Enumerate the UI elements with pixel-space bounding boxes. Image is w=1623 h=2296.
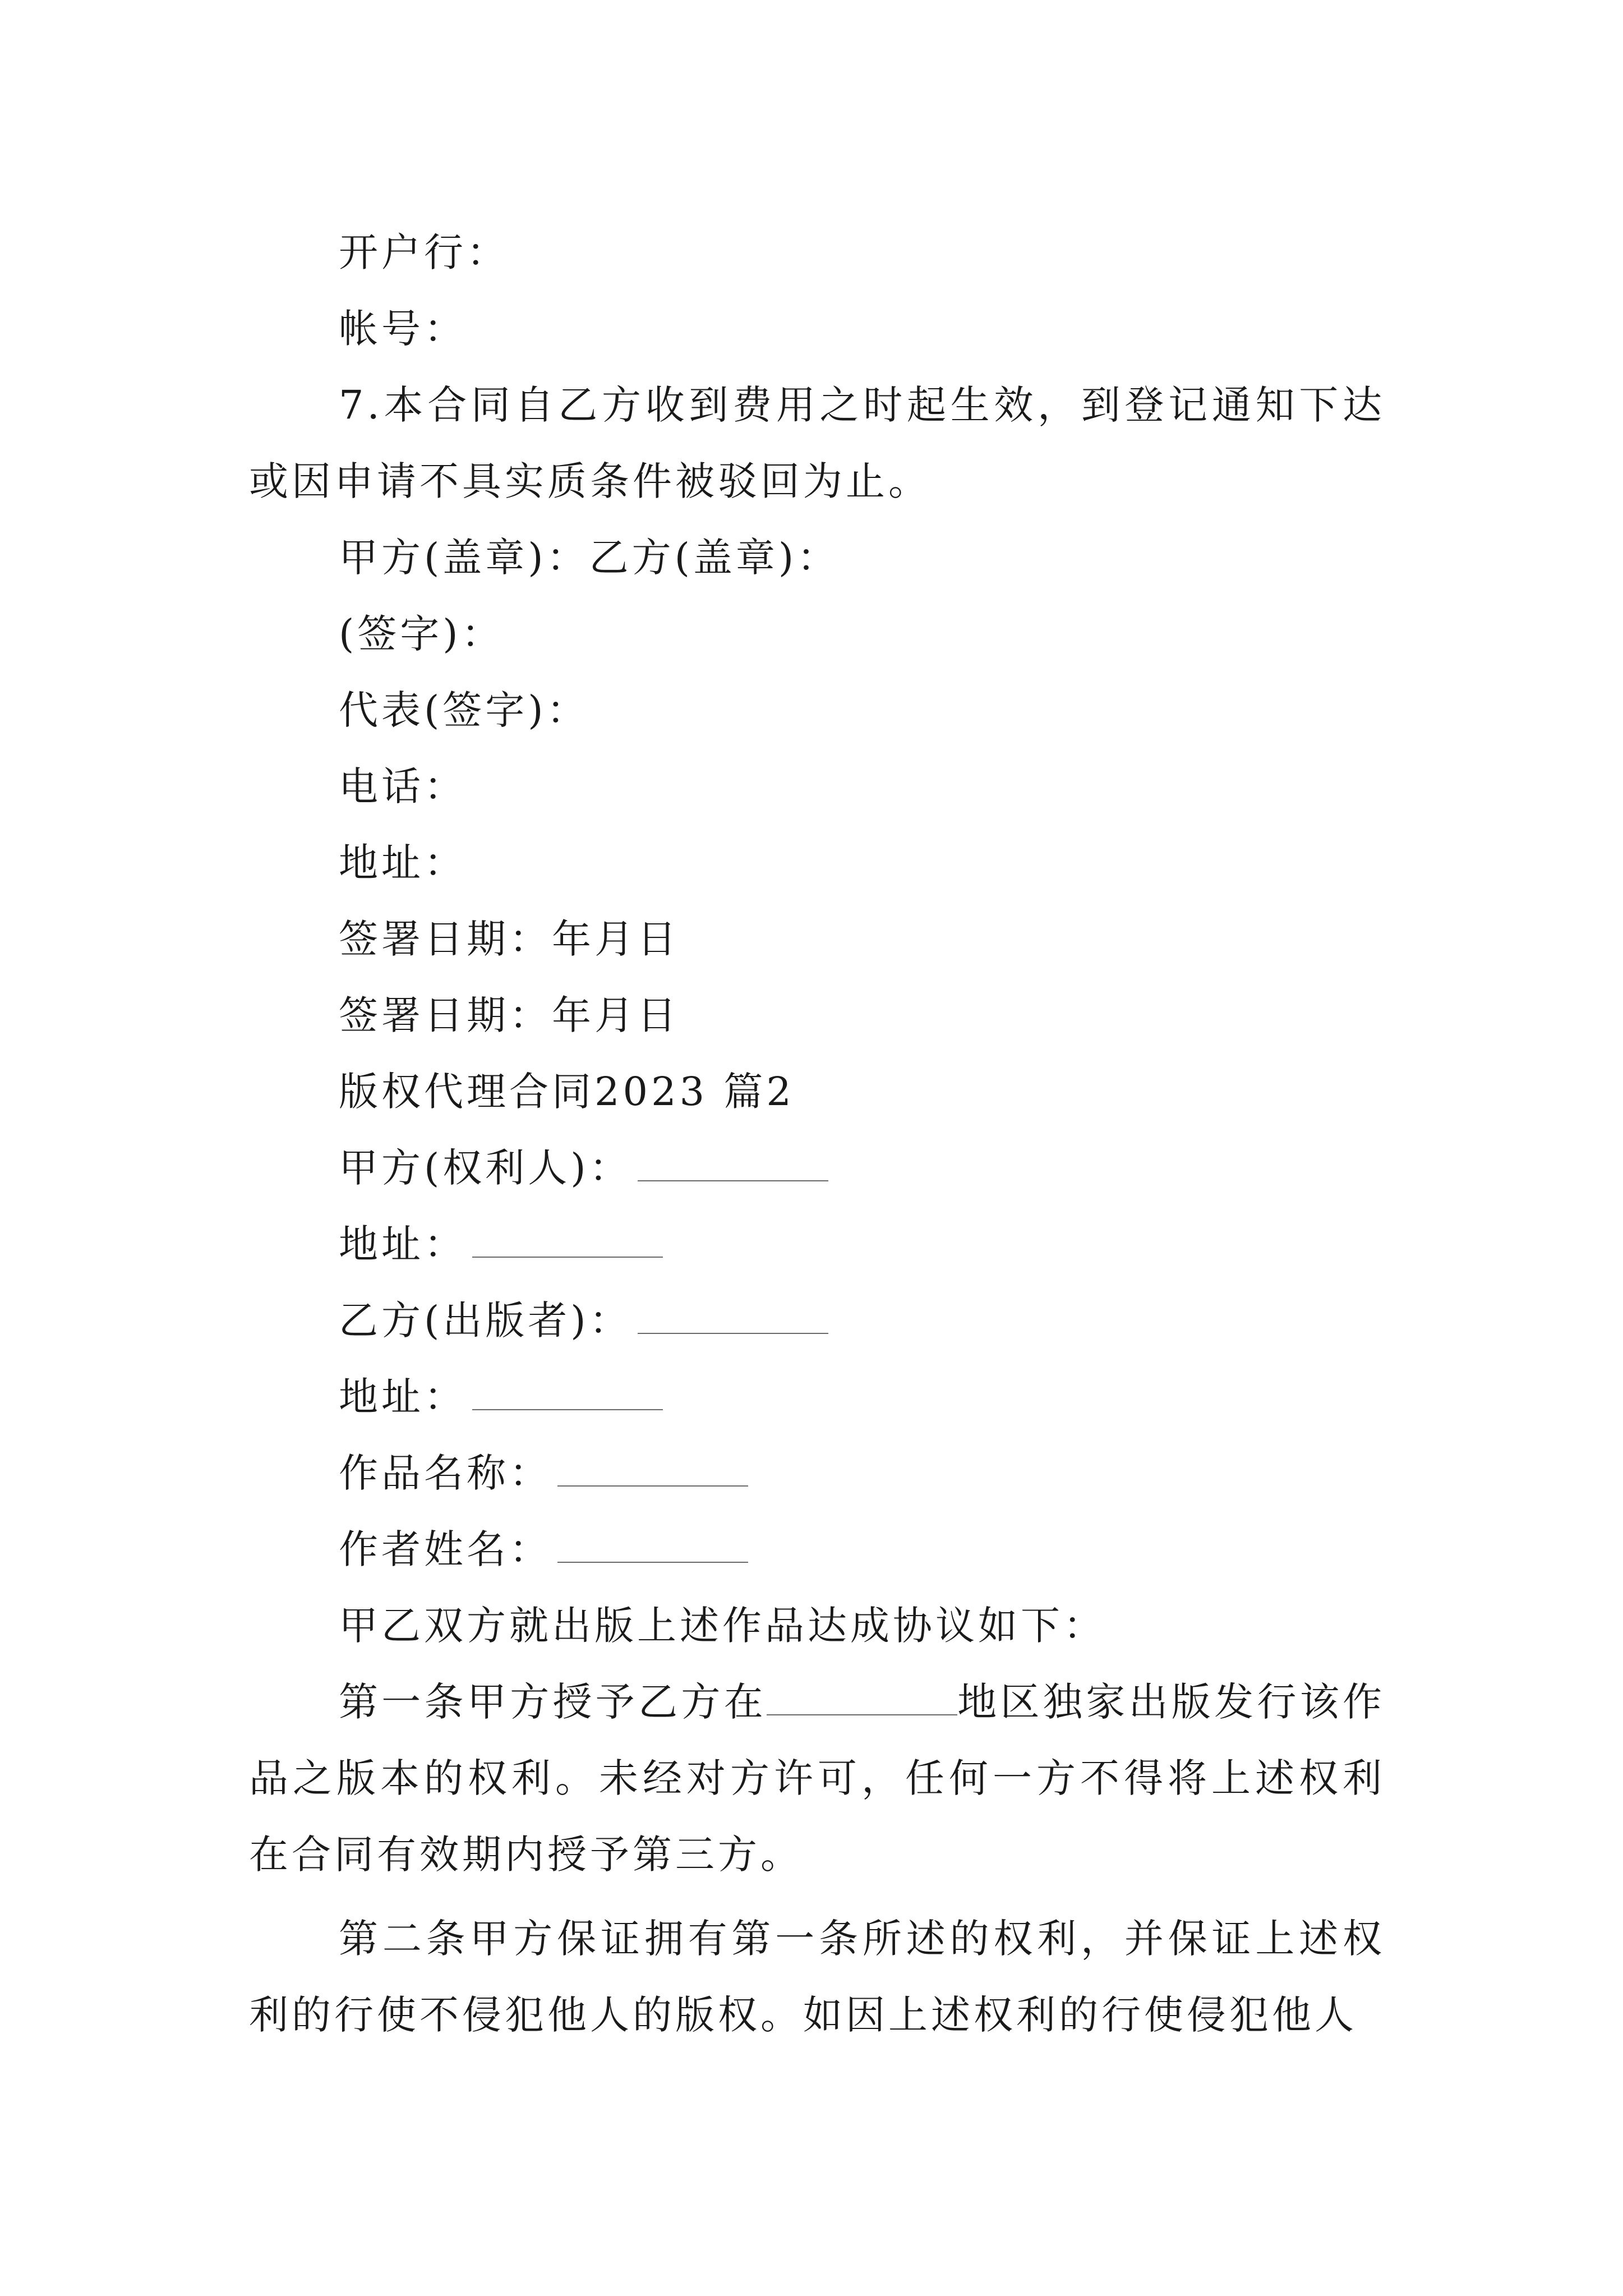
- party-a-label: 甲方(权利人)：: [339, 1145, 632, 1191]
- phone-line: 电话：: [339, 763, 467, 809]
- sign-date-line-1: 签署日期：年月日: [339, 916, 680, 962]
- party-a-address-blank[interactable]: [472, 1223, 663, 1258]
- bank-line: 开户行：: [339, 229, 509, 275]
- work-name-line: [249, 1435, 1385, 1511]
- party-a-address-label: 地址：: [339, 1221, 467, 1267]
- signature-line: (签字)：: [339, 611, 504, 657]
- party-b-address-line: [249, 1359, 1385, 1435]
- party-a-blank[interactable]: [638, 1147, 828, 1181]
- article-1-text-end: 地区独家出版发行该作品之版本的权利。未经对方许可，任何一方不得将上述权利在合同有效期内授予第三方。: [249, 1679, 1385, 1878]
- work-name-label: 作品名称：: [339, 1450, 552, 1496]
- party-b-address-blank[interactable]: [472, 1375, 663, 1410]
- party-b-address-label: 地址：: [339, 1374, 467, 1420]
- party-b-line: [249, 1282, 1385, 1359]
- agreement-intro-line: 甲乙双方就出版上述作品达成协议如下：: [339, 1603, 1106, 1649]
- article-1-text-start: 第一条甲方授予乙方在: [339, 1679, 767, 1725]
- author-name-blank[interactable]: [557, 1528, 748, 1563]
- address-line: 地址：: [339, 840, 467, 886]
- article-1-region-blank[interactable]: [767, 1681, 957, 1715]
- account-line: 帐号：: [339, 306, 467, 352]
- seal-line: 甲方(盖章)：乙方(盖章)：: [339, 535, 840, 581]
- party-b-blank[interactable]: [638, 1299, 828, 1334]
- author-name-label: 作者姓名：: [339, 1526, 552, 1572]
- clause-7-paragraph: 7.本合同自乙方收到费用之时起生效，到登记通知下达或因申请不具实质条件被驳回为止。: [249, 382, 1385, 504]
- section-title: 版权代理合同2023 篇2: [339, 1069, 795, 1115]
- party-a-address-line: [249, 1206, 1385, 1282]
- article-1-paragraph: [249, 1664, 1385, 1893]
- author-name-line: [249, 1511, 1385, 1588]
- sign-date-line-2: 签署日期：年月日: [339, 992, 680, 1038]
- representative-signature-line: 代表(签字)：: [339, 687, 589, 733]
- article-2-paragraph: 第二条甲方保证拥有第一条所述的权利，并保证上述权利的行使不侵犯他人的版权。如因上述权利的行使侵犯他人: [249, 1916, 1385, 2038]
- party-b-label: 乙方(出版者)：: [339, 1297, 632, 1343]
- party-a-line: [249, 1130, 1385, 1206]
- document-body: [249, 214, 1385, 2053]
- work-name-blank[interactable]: [557, 1452, 748, 1487]
